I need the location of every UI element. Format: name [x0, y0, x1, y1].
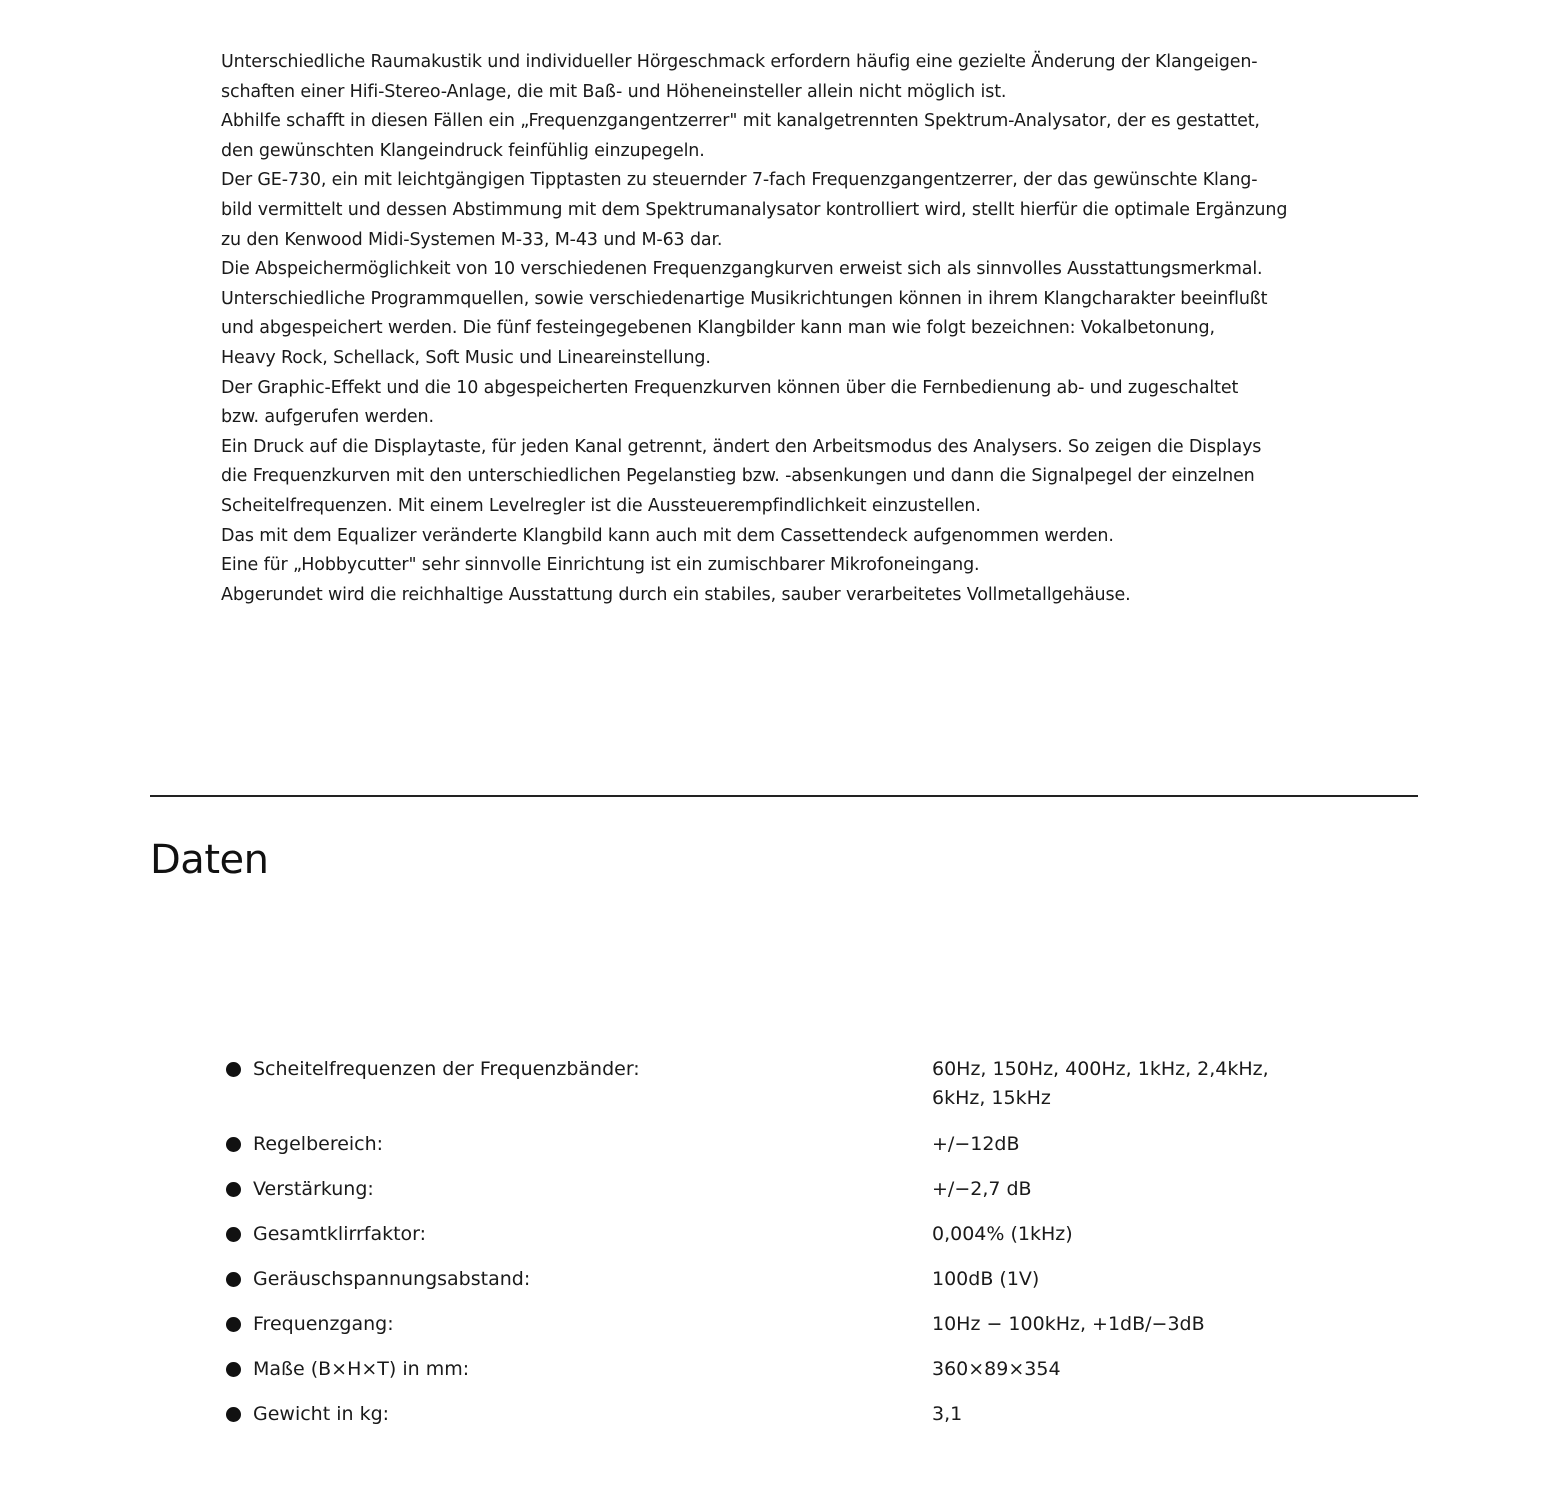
intro-line: Abgerundet wird die reichhaltige Ausstattung durch ein stabiles, sauber verarbeitetes Vollmetallgehäuse. — [221, 584, 1131, 605]
spec-label: Geräuschspannungsabstand: — [253, 1268, 531, 1290]
intro-line: die Frequenzkurven mit den unterschiedlichen Pegelanstieg bzw. -absenkungen und dann die Signalpegel der einzelnen — [221, 466, 1255, 487]
intro-line: Eine für „Hobbycutter" sehr sinnvolle Einrichtung ist ein zumischbarer Mikrofoneingang. — [221, 555, 980, 576]
intro-line: Unterschiedliche Programmquellen, sowie verschiedenartige Musikrichtungen können in ihrem Klangcharakter beeinflußt — [221, 288, 1268, 309]
bullet-icon — [226, 1182, 241, 1197]
spec-value-line: 60Hz, 150Hz, 400Hz, 1kHz, 2,4kHz, — [932, 1058, 1269, 1080]
intro-line: Der GE-730, ein mit leichtgängigen Tipptasten zu steuernder 7-fach Frequenzgangentzerrer, der das gewünschte Klang- — [221, 170, 1258, 191]
bullet-icon — [226, 1362, 241, 1377]
intro-line: Die Abspeichermöglichkeit von 10 verschiedenen Frequenzgangkurven erweist sich als sinnvolles Ausstattungsmerkmal. — [221, 259, 1263, 280]
spec-value — [932, 1220, 1332, 1249]
spec-label: Gesamtklirrfaktor: — [253, 1223, 427, 1245]
intro-line: bzw. aufgerufen werden. — [221, 407, 434, 428]
spec-label: Verstärkung: — [253, 1178, 374, 1200]
intro-line: Heavy Rock, Schellack, Soft Music und Lineareinstellung. — [221, 347, 711, 368]
intro-line: Abhilfe schafft in diesen Fällen ein „Frequenzgangentzerrer" mit kanalgetrennten Spektrum-Analysator, der es gestattet, — [221, 111, 1260, 132]
intro-line: Das mit dem Equalizer veränderte Klangbild kann auch mit dem Cassettendeck aufgenommen werden. — [221, 525, 1114, 546]
spec-label: Frequenzgang: — [253, 1313, 394, 1335]
spec-value — [932, 1130, 1332, 1159]
spec-label: Scheitelfrequenzen der Frequenzbänder: — [253, 1058, 640, 1080]
intro-line: zu den Kenwood Midi-Systemen M-33, M-43 und M-63 dar. — [221, 229, 723, 250]
spec-label: Maße (B×H×T) in mm: — [253, 1358, 470, 1380]
intro-line: schaften einer Hifi-Stereo-Anlage, die mit Baß- und Höheneinsteller allein nicht möglich ist. — [221, 81, 1007, 102]
bullet-icon — [226, 1062, 241, 1077]
intro-line: Unterschiedliche Raumakustik und individueller Hörgeschmack erfordern häufig eine gezielte Änderung der Klangeigen- — [221, 52, 1258, 72]
bullet-icon — [226, 1272, 241, 1287]
spec-label: Regelbereich: — [253, 1133, 384, 1155]
spec-value — [932, 1400, 1332, 1429]
spec-value-line: 100dB (1V) — [932, 1268, 1040, 1290]
intro-line: Ein Druck auf die Displaytaste, für jeden Kanal getrennt, ändert den Arbeitsmodus des Analysers. So zeigen die Displays — [221, 436, 1262, 457]
intro-line: und abgespeichert werden. Die fünf festeingegebenen Klangbilder kann man wie folgt bezeichnen: Vokalbetonung, — [221, 318, 1215, 339]
spec-value — [932, 1310, 1332, 1339]
spec-value-line: +/−12dB — [932, 1133, 1020, 1155]
bullet-icon — [226, 1317, 241, 1332]
spec-value — [932, 1265, 1332, 1294]
spec-label: Gewicht in kg: — [253, 1403, 390, 1425]
spec-value-line: 10Hz − 100kHz, +1dB/−3dB — [932, 1313, 1205, 1335]
spec-value-line: 6kHz, 15kHz — [932, 1087, 1051, 1109]
spec-value — [932, 1355, 1332, 1384]
bullet-icon — [226, 1137, 241, 1152]
bullet-icon — [226, 1227, 241, 1242]
spec-value-line: +/−2,7 dB — [932, 1178, 1032, 1200]
spec-value-line: 0,004% (1kHz) — [932, 1223, 1073, 1245]
spec-value — [932, 1175, 1332, 1204]
intro-line: bild vermittelt und dessen Abstimmung mit dem Spektrumanalysator kontrolliert wird, stellt hierfür die optimale Ergänzung — [221, 199, 1288, 220]
spec-value-line: 360×89×354 — [932, 1358, 1061, 1380]
intro-paragraph — [221, 48, 1411, 610]
spec-value-line: 3,1 — [932, 1403, 963, 1425]
intro-line: Scheitelfrequenzen. Mit einem Levelregler ist die Aussteuerempfindlichkeit einzustellen. — [221, 495, 981, 516]
spec-value — [932, 1055, 1332, 1113]
section-title: Daten — [150, 837, 269, 883]
intro-line: Der Graphic-Effekt und die 10 abgespeicherten Frequenzkurven können über die Fernbedienung ab- und zugeschaltet — [221, 377, 1239, 398]
intro-line: den gewünschten Klangeindruck feinfühlig einzupegeln. — [221, 140, 705, 161]
section-divider — [150, 795, 1418, 797]
bullet-icon — [226, 1407, 241, 1422]
